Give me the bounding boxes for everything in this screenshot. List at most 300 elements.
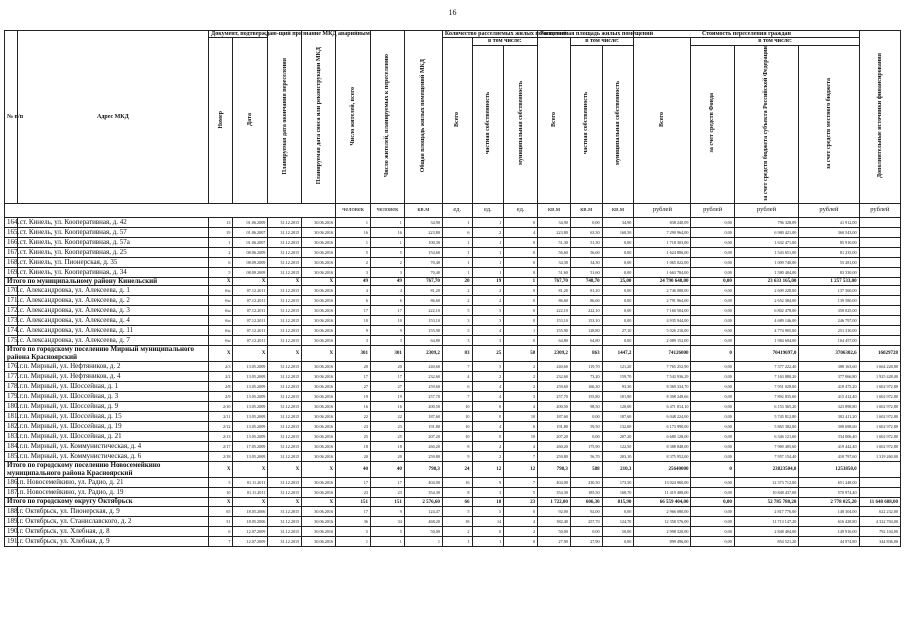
- row-value: 6 802 478,00: [734, 306, 799, 316]
- row-value: 0,00: [691, 286, 734, 296]
- row-address: с. Александровка, ул. Алексеева, д. 3: [17, 306, 208, 316]
- row-value: 13.05.2009: [233, 422, 268, 432]
- row-value: 5: [472, 306, 504, 316]
- col-residents-planned: Число жителей, планируемых к переселению: [370, 31, 404, 204]
- col-qty-total: Всего: [442, 38, 472, 204]
- row-value: 3: [472, 336, 504, 346]
- row-value: 27,90: [570, 536, 602, 546]
- row-value: 30.06.2016: [302, 526, 336, 536]
- row-value: 23: [370, 488, 404, 498]
- table-row: [5, 506, 901, 516]
- unit-cell: кв.м: [602, 203, 634, 217]
- row-value: 40: [370, 462, 404, 478]
- row-value: 92,00: [570, 506, 602, 516]
- row-value: 6: [442, 382, 472, 392]
- table-row: [5, 478, 901, 488]
- page-number: 16: [448, 8, 457, 17]
- row-number: 165.: [5, 227, 18, 237]
- col-area-private: частная собственность: [570, 45, 602, 203]
- row-number: 189.: [5, 516, 18, 526]
- row-value: 1: [442, 247, 472, 257]
- row-value: 4: [504, 442, 538, 452]
- row-value: 155,90: [538, 326, 571, 336]
- row-value: 0,00: [691, 526, 734, 536]
- row-value: 3: [336, 336, 371, 346]
- row-value: 73,20: [570, 372, 602, 382]
- row-value: 19: [472, 277, 504, 286]
- row-value: 64,80: [538, 336, 571, 346]
- row-value: 0,00: [691, 217, 734, 227]
- row-value: 1 602 972,80: [859, 442, 900, 452]
- row-value: 7 163 880,20: [734, 372, 799, 382]
- table-row: [5, 316, 901, 326]
- row-value: 5: [209, 267, 233, 277]
- row-value: 5: [442, 326, 472, 336]
- row-number: 190.: [5, 526, 18, 536]
- row-address: с. Александровка, ул. Алексеева, д. 2: [17, 296, 208, 306]
- row-value: 308 698,60: [799, 422, 859, 432]
- row-value: 9: [370, 326, 404, 336]
- row-value: 3: [370, 336, 404, 346]
- row-value: [859, 267, 900, 277]
- col-qty-incl: в том числе:: [472, 38, 538, 45]
- row-value: 41 912,00: [799, 217, 859, 227]
- row-value: 17: [336, 506, 371, 516]
- row-value: 0: [504, 316, 538, 326]
- row-value: 13.05.2009: [233, 402, 268, 412]
- unit-cell: рублей: [691, 203, 734, 217]
- row-address: г.п. Мирный, ул. Шоссейная, д. 15: [17, 412, 208, 422]
- row-value: 0,00: [691, 422, 734, 432]
- row-value: 31.12.2015: [268, 237, 302, 247]
- row-value: 31.12.2015: [268, 488, 302, 498]
- row-value: 34,90: [404, 217, 442, 227]
- unit-cell: кв.м: [538, 203, 571, 217]
- row-number: 185.: [5, 452, 18, 462]
- row-value: 119,70: [570, 362, 602, 372]
- row-value: 30.06.2016: [302, 296, 336, 306]
- row-address: г.п. Мирный, ул. Коммунистическая, д. 4: [17, 442, 208, 452]
- row-value: 70,40: [404, 257, 442, 267]
- units-row: [5, 203, 901, 217]
- row-number: 169.: [5, 267, 18, 277]
- row-value: 2: [336, 257, 371, 267]
- row-value: 6: [472, 402, 504, 412]
- row-value: 7 543 936,29: [634, 372, 691, 382]
- row-value: 2: [472, 286, 504, 296]
- row-value: X: [268, 462, 302, 478]
- row-value: 798,3: [404, 462, 442, 478]
- row-value: 1: [370, 536, 404, 546]
- row-value: 1: [442, 237, 472, 247]
- row-value: 0,00: [602, 286, 634, 296]
- row-value: 17: [336, 372, 371, 382]
- col-extra: Дополнительные источники финансирования: [859, 31, 900, 204]
- row-number: 166.: [5, 237, 18, 247]
- row-value: 52 785 780,20: [734, 498, 799, 507]
- row-value: 200,50: [538, 402, 571, 412]
- row-value: 31.12.2015: [268, 316, 302, 326]
- total-label: Итого по городскому поселению Мирный муниципального района Красноярский: [5, 346, 209, 362]
- row-value: 257,70: [570, 516, 602, 526]
- row-value: 0,00: [691, 488, 734, 498]
- col-area-group: Расселяемая площадь жилых помещений: [538, 31, 634, 38]
- unit-cell: человек: [336, 203, 371, 217]
- row-value: 30.06.2016: [302, 217, 336, 227]
- table-row: [5, 237, 901, 247]
- row-value: 07.12.2011: [233, 286, 268, 296]
- row-value: 3: [370, 267, 404, 277]
- row-value: 3: [472, 488, 504, 498]
- table-row: [5, 442, 901, 452]
- row-number: 173.: [5, 316, 18, 326]
- row-value: 27,10: [602, 326, 634, 336]
- table-row: [5, 516, 901, 526]
- row-value: 5: [336, 247, 371, 257]
- row-value: 31.12.2015: [268, 422, 302, 432]
- row-value: 388 163,60: [799, 362, 859, 372]
- row-address: с. Александровка, ул. Алексеева, д. 7: [17, 336, 208, 346]
- row-value: 9: [442, 452, 472, 462]
- row-address: с. Александровка, ул. Алексеева, д. 11: [17, 326, 208, 336]
- row-value: 50,00: [602, 526, 634, 536]
- row-value: 11 419 488,00: [634, 488, 691, 498]
- row-value: 0,00: [691, 277, 734, 286]
- row-value: 124,47: [404, 506, 442, 516]
- row-value: 12.07.2009: [233, 526, 268, 536]
- row-value: 155,80: [570, 392, 602, 402]
- row-value: 1253850,0: [799, 462, 859, 478]
- row-value: 0,00: [602, 237, 634, 247]
- row-value: 0,00: [570, 412, 602, 422]
- row-value: 0: [504, 257, 538, 267]
- row-value: 2/2: [209, 372, 233, 382]
- row-value: 30.06.2016: [302, 306, 336, 316]
- row-value: 18.05.2006: [233, 506, 268, 516]
- row-value: б/н: [209, 296, 233, 306]
- row-value: 1 602 972,80: [859, 382, 900, 392]
- row-value: [859, 237, 900, 247]
- row-value: 23: [370, 422, 404, 432]
- row-value: [859, 277, 900, 286]
- row-value: 30.06.2016: [302, 412, 336, 422]
- row-value: 31.12.2015: [268, 392, 302, 402]
- row-value: 232,60: [404, 372, 442, 382]
- row-value: 85 910,00: [799, 237, 859, 247]
- row-value: 81,20: [404, 286, 442, 296]
- row-value: 12: [472, 462, 504, 478]
- row-value: 50,00: [538, 526, 571, 536]
- row-value: X: [233, 498, 268, 507]
- col-cost-group: Стоимость переселения граждан: [634, 31, 859, 38]
- row-value: 58: [504, 346, 538, 362]
- row-value: 223,80: [538, 227, 571, 237]
- row-value: 1 580 404,00: [734, 267, 799, 277]
- row-value: 30.06.2016: [302, 422, 336, 432]
- row-value: 616 428,80: [799, 516, 859, 526]
- row-value: 1 009 740,00: [734, 257, 799, 267]
- row-value: 16029728: [859, 346, 900, 362]
- row-value: 404,00: [404, 478, 442, 488]
- row-value: 4 689 146,00: [734, 316, 799, 326]
- row-value: 257,70: [404, 392, 442, 402]
- row-value: 16: [370, 402, 404, 412]
- row-value: 2 998 320,00: [634, 526, 691, 536]
- row-number: 179.: [5, 392, 18, 402]
- row-value: б/н: [209, 316, 233, 326]
- row-value: 6: [504, 422, 538, 432]
- row-value: 5: [504, 488, 538, 498]
- row-value: 260,20: [404, 442, 442, 452]
- row-value: 0,00: [691, 506, 734, 516]
- row-value: 01.06.2009: [233, 217, 268, 227]
- row-value: 200,50: [404, 402, 442, 412]
- row-value: 1: [442, 536, 472, 546]
- row-value: 2: [504, 362, 538, 372]
- row-value: 27: [336, 382, 371, 392]
- row-value: 354,30: [404, 488, 442, 498]
- row-value: 17: [336, 478, 371, 488]
- row-value: [859, 478, 900, 488]
- row-value: 588: [570, 462, 602, 478]
- row-value: 30.06.2016: [302, 247, 336, 257]
- row-value: 251 310,00: [799, 326, 859, 336]
- row-value: 3: [336, 267, 371, 277]
- table-row: [5, 422, 901, 432]
- row-value: 240,60: [538, 362, 571, 372]
- row-value: 2 609 228,00: [734, 286, 799, 296]
- row-value: 0,00: [602, 296, 634, 306]
- row-value: [859, 247, 900, 257]
- row-value: 14: [472, 516, 504, 526]
- row-value: 0,00: [602, 306, 634, 316]
- row-value: 86,60: [538, 296, 571, 306]
- row-value: 0,00: [691, 372, 734, 382]
- row-value: 17: [370, 478, 404, 488]
- row-value: 260,20: [538, 442, 571, 452]
- row-value: 1 602 972,80: [859, 432, 900, 442]
- row-value: 2 576,60: [404, 498, 442, 507]
- col-cost-fund: за счет средств Фонда: [691, 45, 734, 203]
- row-value: 74126000: [634, 346, 691, 362]
- row-value: 8 375 952,00: [634, 452, 691, 462]
- row-value: 92,00: [538, 506, 571, 516]
- row-value: 606,30: [570, 498, 602, 507]
- row-value: 223,80: [404, 227, 442, 237]
- row-value: 65: [209, 506, 233, 516]
- row-value: 13.05.2009: [233, 412, 268, 422]
- row-value: 0,00: [691, 267, 734, 277]
- row-value: 9: [472, 478, 504, 488]
- row-value: 2/12: [209, 422, 233, 432]
- row-value: 31.12.2015: [268, 217, 302, 227]
- row-value: 2/10: [209, 402, 233, 412]
- row-value: 25: [336, 432, 371, 442]
- row-number: 188.: [5, 506, 18, 516]
- row-value: б/н: [209, 306, 233, 316]
- total-label: Итого по городскому округу Октябрьск: [5, 498, 209, 507]
- row-value: 415 412,40: [799, 392, 859, 402]
- row-value: 259,80: [538, 452, 571, 462]
- row-value: 207,20: [538, 432, 571, 442]
- row-value: 137 360,00: [799, 286, 859, 296]
- row-number: 176.: [5, 362, 18, 372]
- row-value: 767,70: [538, 277, 571, 286]
- row-value: 2/11: [209, 412, 233, 422]
- row-number: 187.: [5, 488, 18, 498]
- row-value: 3: [442, 336, 472, 346]
- row-value: 11 648 688,00: [859, 498, 900, 507]
- row-value: 4 935 944,00: [634, 316, 691, 326]
- row-value: 8 369 334,70: [634, 382, 691, 392]
- table-row: [5, 257, 901, 267]
- row-value: 98,50: [570, 402, 602, 412]
- row-value: 44 974,80: [799, 536, 859, 546]
- row-value: 1 718 303,00: [634, 237, 691, 247]
- row-address: ст. Кинель, ул. Кооперативная, д. 25: [17, 247, 208, 257]
- row-value: 66 559 404,00: [634, 498, 691, 507]
- row-value: [859, 227, 900, 237]
- row-value: 0,00: [602, 257, 634, 267]
- row-value: 13 024 960,00: [634, 478, 691, 488]
- row-value: 17: [336, 306, 371, 316]
- row-value: 1: [404, 536, 442, 546]
- row-value: [859, 217, 900, 227]
- row-number: 167.: [5, 247, 18, 257]
- total-label: Итого по городскому поселению Новосемейкино муниципального района Красноярский: [5, 462, 209, 478]
- row-value: 1 632 471,00: [734, 237, 799, 247]
- row-value: 4: [472, 326, 504, 336]
- row-value: 2 848 404,00: [734, 526, 799, 536]
- row-value: 23: [504, 498, 538, 507]
- row-value: 2: [472, 372, 504, 382]
- row-number: 164.: [5, 217, 18, 227]
- row-value: 20: [442, 277, 472, 286]
- row-value: 10: [504, 432, 538, 442]
- table-row: [5, 227, 901, 237]
- row-value: 358 025,00: [799, 306, 859, 316]
- row-address: г. Октябрьск, ул. Хлебная, д. 8: [17, 526, 208, 536]
- table-row: [5, 452, 901, 462]
- table-row: [5, 296, 901, 306]
- row-value: 30.06.2016: [302, 452, 336, 462]
- row-value: 31.12.2015: [268, 296, 302, 306]
- table-row: [5, 326, 901, 336]
- row-value: 31.12.2015: [268, 402, 302, 412]
- row-value: 0: [472, 412, 504, 422]
- row-value: 4: [336, 286, 371, 296]
- row-value: 81,20: [538, 286, 571, 296]
- row-address: г.п. Мирный, ул. Шоссейная, д. 1: [17, 382, 208, 392]
- col-area-incl: в том числе:: [570, 38, 633, 45]
- row-value: 5: [336, 526, 371, 536]
- row-value: 25: [472, 346, 504, 362]
- row-value: X: [209, 498, 233, 507]
- row-value: 323 898,80: [799, 402, 859, 412]
- row-value: 31.12.2015: [268, 362, 302, 372]
- row-value: 7: [504, 478, 538, 488]
- row-value: 31.12.2015: [268, 306, 302, 316]
- row-value: 13.05.2009: [233, 382, 268, 392]
- row-value: 51,30: [570, 237, 602, 247]
- row-value: 22: [336, 412, 371, 422]
- row-value: 0,00: [691, 412, 734, 422]
- row-value: 748,70: [570, 277, 602, 286]
- row-value: 0: [691, 346, 734, 362]
- resettlement-table: [4, 30, 901, 547]
- row-value: 9: [336, 326, 371, 336]
- row-value: 7 892 835,60: [734, 392, 799, 402]
- row-value: 151: [370, 498, 404, 507]
- row-value: 07.12.2011: [233, 326, 268, 336]
- row-address: г.п. Мирный, ул. Шоссейная, д. 9: [17, 402, 208, 412]
- row-value: 149 916,00: [799, 526, 859, 536]
- row-value: 8 308 249,66: [634, 392, 691, 402]
- row-value: 18: [442, 516, 472, 526]
- row-value: 122,50: [602, 442, 634, 452]
- row-number: 170.: [5, 286, 18, 296]
- row-value: 0: [504, 506, 538, 516]
- row-value: 1 602 972,80: [859, 412, 900, 422]
- row-value: 0,00: [602, 336, 634, 346]
- row-number: 183.: [5, 432, 18, 442]
- row-value: 132,00: [602, 422, 634, 432]
- row-value: 100,30: [404, 237, 442, 247]
- row-value: 191,80: [538, 422, 571, 432]
- row-value: 2: [472, 452, 504, 462]
- row-value: 25,00: [602, 277, 634, 286]
- row-value: 25: [370, 432, 404, 442]
- row-value: 12: [504, 462, 538, 478]
- row-value: 0,00: [691, 452, 734, 462]
- row-value: 0,00: [691, 498, 734, 507]
- table-row: [5, 336, 901, 346]
- row-value: 30.06.2016: [302, 257, 336, 267]
- row-value: 2/9: [209, 392, 233, 402]
- row-value: 0,00: [691, 257, 734, 267]
- col-qty-private: частная собственность: [472, 45, 504, 203]
- col-residents: Число жителей, всего: [336, 31, 371, 204]
- row-value: X: [268, 277, 302, 286]
- row-value: 377 066,80: [799, 372, 859, 382]
- row-value: 128,80: [570, 326, 602, 336]
- row-value: 1 925 428,00: [859, 372, 900, 382]
- row-value: 6 346 121,60: [734, 432, 799, 442]
- row-value: 899 496,00: [634, 536, 691, 546]
- row-value: 23823504,8: [734, 462, 799, 478]
- row-number: 177.: [5, 372, 18, 382]
- row-value: 4: [472, 422, 504, 432]
- row-value: 08.06.2009: [233, 247, 268, 257]
- row-value: 31.12.2015: [268, 506, 302, 516]
- row-value: 210,3: [602, 462, 634, 478]
- row-value: 64,80: [404, 336, 442, 346]
- row-value: 1: [472, 536, 504, 546]
- row-value: 31.12.2015: [268, 382, 302, 392]
- row-value: 153,10: [404, 316, 442, 326]
- row-value: 31.12.2015: [268, 247, 302, 257]
- row-address: г. Октябрьск, ул. Пионерская, д. 9: [17, 506, 208, 516]
- row-value: 101,90: [602, 392, 634, 402]
- row-value: 0,00: [691, 402, 734, 412]
- row-value: 3: [472, 316, 504, 326]
- row-value: 30.06.2016: [302, 488, 336, 498]
- row-number: 184.: [5, 442, 18, 452]
- row-value: б/н: [209, 286, 233, 296]
- row-value: 1 602 972,80: [859, 402, 900, 412]
- row-value: 34,90: [538, 217, 571, 227]
- row-value: 4: [472, 382, 504, 392]
